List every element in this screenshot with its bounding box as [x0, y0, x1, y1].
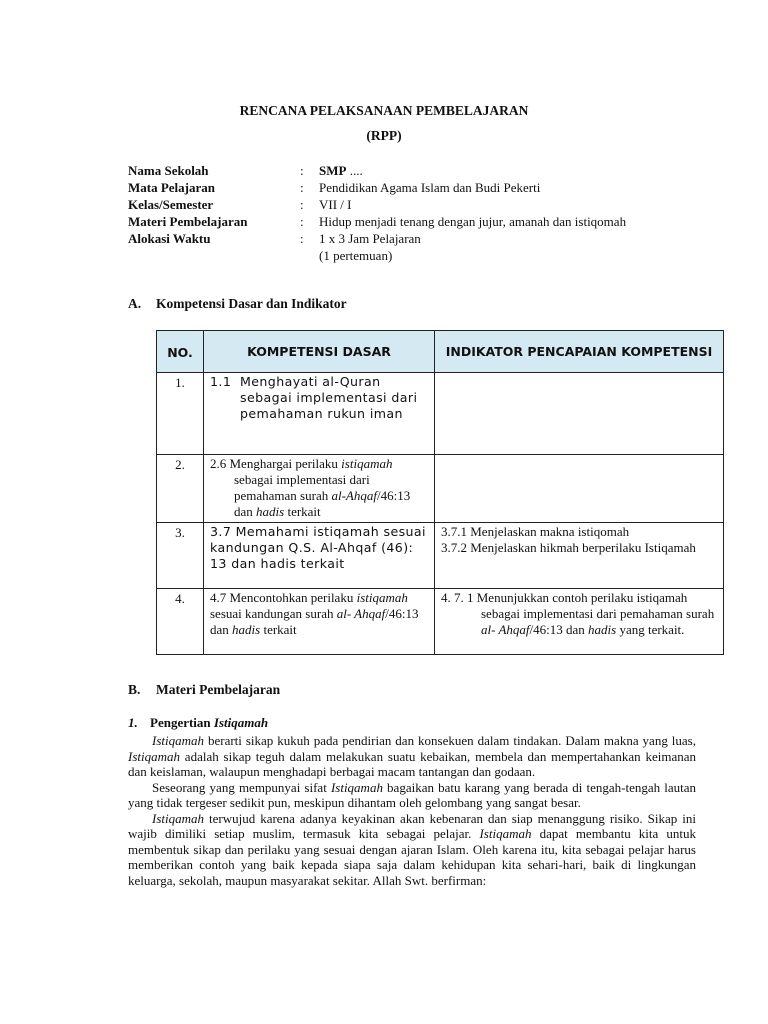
section-title: Materi Pembelajaran	[156, 682, 281, 697]
cell-no: 1.	[157, 373, 204, 455]
kd-text	[210, 374, 430, 422]
paragraph	[128, 733, 696, 780]
paragraph	[128, 811, 696, 889]
info-label: Kelas/Semester	[128, 197, 214, 212]
paragraph-part: dapat membantu kita untuk membentuk sikap dan perilaku yang sesuai dengan ajaran Islam. Oleh karena itu, kita sebagai pelajar harus memberikan contoh yang baik kepada siapa saja dalam kehidupan kita sehari-hari, baik di lingkungan keluarga, sekolah, maupun masyarakat sekitar. Allah Swt. berfirman:	[128, 826, 697, 888]
paragraph-part: terwujud karena adanya keyakinan akan kebenaran dan siap menanggung risiko. Sikap ini wajib dimiliki setiap muslim, termasuk kita sebagai pelajar.	[128, 810, 696, 841]
kd-text	[210, 456, 430, 520]
body-text	[128, 733, 696, 888]
section-title: Kompetensi Dasar dan Indikator	[156, 296, 347, 311]
kd-text-part: sesuai kandungan surah	[210, 606, 337, 621]
kd-text-part: terkait	[284, 504, 321, 519]
section-letter: B.	[128, 682, 141, 697]
indicator-text-part: yang terkait.	[616, 622, 685, 637]
paragraph-italic: Istiqamah	[479, 826, 532, 841]
info-value: 1 x 3 Jam Pelajaran	[319, 231, 421, 246]
cell-kd	[204, 523, 435, 589]
info-value-rest: ....	[346, 163, 363, 178]
info-value-continued: (1 pertemuan)	[319, 248, 393, 263]
section-b-heading	[128, 682, 280, 698]
info-colon: :	[300, 197, 304, 212]
kd-text	[210, 590, 430, 638]
kd-text-italic: istiqamah	[341, 456, 393, 471]
table-row	[157, 523, 724, 589]
indicator-item: 3.7.2 Menjelaskan hikmah berperilaku Istiqamah	[441, 540, 696, 555]
header-no: NO.	[157, 331, 204, 373]
info-row-subject	[128, 179, 728, 196]
header-indicator: INDIKATOR PENCAPAIAN KOMPETENSI	[435, 331, 724, 373]
indicator-item: 3.7.1 Menjelaskan makna istiqomah	[441, 524, 630, 539]
info-value	[319, 162, 728, 179]
competency-table	[156, 330, 724, 655]
paragraph-italic: Istiqamah	[152, 733, 204, 748]
info-value-bold: SMP	[319, 163, 347, 178]
paragraph-italic: Istiqamah	[330, 779, 383, 795]
paragraph-italic: Istiqamah	[128, 748, 180, 764]
info-label: Nama Sekolah	[128, 163, 209, 178]
document-subtitle: (RPP)	[366, 128, 402, 143]
kd-text-italic: hadis	[232, 622, 261, 637]
header-kd: KOMPETENSI DASAR	[204, 331, 435, 373]
info-label: Mata Pelajaran	[128, 180, 216, 195]
table-header-row	[157, 331, 724, 373]
cell-no: 3.	[157, 523, 204, 589]
kd-text-italic: al- Ahqaf	[336, 606, 386, 621]
cell-indicator	[435, 589, 724, 655]
paragraph-part: berarti sikap kukuh pada pendirian dan konsekuen dalam tindakan. Dalam makna yang luas,	[204, 733, 696, 748]
info-colon: :	[300, 231, 304, 246]
info-value: Pendidikan Agama Islam dan Budi Pekerti	[319, 180, 541, 195]
indicator-item	[441, 590, 719, 638]
info-value: VII / I	[319, 197, 352, 212]
info-row-school	[128, 162, 728, 179]
kd-text-part: sebagai implementasi dari pemahaman surah	[234, 472, 370, 503]
cell-no: 4.	[157, 589, 204, 655]
kd-text-part: 2.6 Menghargai perilaku	[210, 456, 342, 471]
kd-text: 3.7 Memahami istiqamah sesuai kandungan Q.S. Al-Ahqaf (46): 13 dan hadis terkait	[210, 524, 426, 571]
indicator-text-part: 4. 7. 1 Menunjukkan contoh perilaku istiqamah sebagai implementasi dari pemahaman surah	[441, 590, 715, 621]
kd-text-part: terkait	[260, 622, 297, 637]
kd-text-italic: al-Ahqaf	[331, 488, 377, 503]
info-row-material	[128, 213, 728, 230]
cell-indicator	[435, 455, 724, 523]
info-colon: :	[300, 163, 304, 178]
cell-indicator	[435, 523, 724, 589]
kd-text-part: 4.7 Mencontohkan perilaku	[210, 590, 357, 605]
subheading-definition	[128, 715, 268, 731]
cell-kd	[204, 455, 435, 523]
paragraph-italic: Istiqamah	[152, 810, 204, 826]
table-row	[157, 455, 724, 523]
paragraph-part: bagaikan batu karang yang berada di tengah-tengah lautan yang tidak tergeser sedikit pun, meskipun dihantam oleh gelombang yang sangat besar.	[128, 779, 696, 810]
kd-text-italic: hadis	[256, 504, 285, 519]
kd-text-part: /46:13 dan	[210, 606, 419, 637]
subheading-label-italic: Istiqamah	[213, 715, 269, 730]
info-colon: :	[300, 214, 304, 229]
paragraph-part: Seseorang yang mempunyai sifat	[152, 779, 331, 795]
section-a-heading	[128, 296, 347, 312]
kd-description: Menghayati al-Quran sebagai implementasi dari pemahaman rukun iman	[240, 374, 418, 421]
cell-kd	[204, 373, 435, 455]
indicator-text-italic: al- Ahqaf	[481, 622, 530, 637]
kd-number: 1.1	[210, 374, 232, 389]
paragraph-part: adalah sikap teguh dalam melakukan suatu kebaikan, membela dan mempertahankan keimanan dan keislaman, walaupun menghadapi berbagai macam tantangan dan godaan.	[128, 748, 696, 779]
info-row-time	[128, 230, 728, 247]
identity-block	[128, 162, 728, 264]
subheading-label: Pengertian	[150, 715, 214, 730]
info-row-class	[128, 196, 728, 213]
cell-indicator	[435, 373, 724, 455]
kd-text-italic: istiqamah	[356, 590, 408, 605]
subheading-number: 1.	[128, 715, 138, 730]
table-row	[157, 589, 724, 655]
info-label: Alokasi Waktu	[128, 231, 211, 246]
indicator-text-part: /46:13 dan	[529, 622, 589, 637]
info-colon: :	[300, 180, 304, 195]
cell-no: 2.	[157, 455, 204, 523]
section-letter: A.	[128, 296, 142, 311]
table-row	[157, 373, 724, 455]
cell-kd	[204, 589, 435, 655]
info-label: Materi Pembelajaran	[128, 214, 248, 229]
kd-text-part: /46:13 dan	[234, 488, 411, 519]
info-value: Hidup menjadi tenang dengan jujur, amanah dan istiqomah	[319, 214, 627, 229]
paragraph	[128, 780, 696, 811]
document-title: RENCANA PELAKSANAAN PEMBELAJARAN	[239, 103, 529, 118]
indicator-text-italic: hadis	[588, 622, 617, 637]
